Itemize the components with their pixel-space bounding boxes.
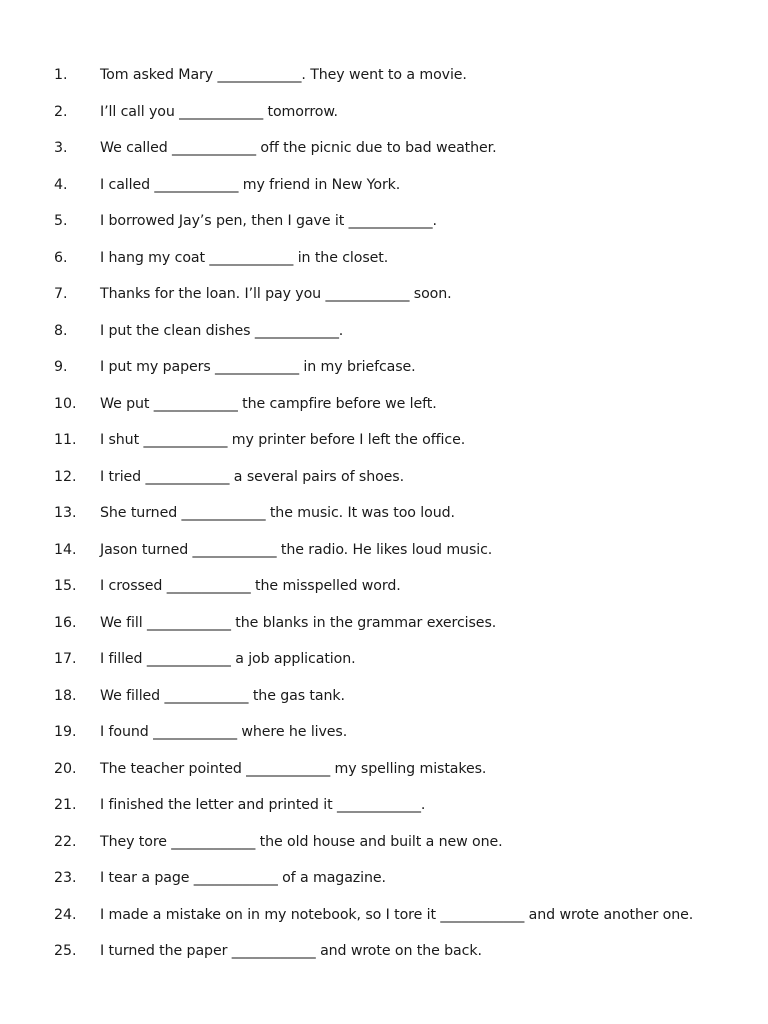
list-item	[0, 714, 768, 751]
item-number: 17.	[54, 651, 77, 667]
item-number: 19.	[54, 724, 77, 740]
item-sentence: Tom asked Mary ____________. They went to a movie.	[100, 67, 467, 83]
item-number: 3.	[54, 140, 68, 156]
list-item	[0, 167, 768, 204]
list-item	[0, 933, 768, 970]
item-sentence: I borrowed Jay’s pen, then I gave it ____________.	[100, 213, 437, 229]
item-sentence: I filled ____________ a job application.	[100, 651, 356, 667]
list-item	[0, 459, 768, 496]
list-item	[0, 386, 768, 423]
item-sentence: I hang my coat ____________ in the closet.	[100, 249, 389, 266]
list-item	[0, 203, 768, 240]
item-number: 11.	[54, 432, 77, 448]
item-sentence: I tear a page ____________ of a magazine.	[100, 870, 386, 886]
list-item	[0, 897, 768, 934]
item-sentence: We put ____________ the campfire before we left.	[100, 395, 437, 412]
item-number: 12.	[54, 468, 77, 485]
item-sentence: I made a mistake on in my notebook, so I tore it ____________ and wrote another one.	[100, 906, 694, 923]
item-sentence: I’ll call you ____________ tomorrow.	[100, 103, 338, 120]
list-item	[0, 240, 768, 277]
item-number: 24.	[54, 906, 77, 923]
item-sentence: The teacher pointed ____________ my spelling mistakes.	[100, 760, 487, 777]
item-number: 22.	[54, 833, 77, 850]
item-sentence: I put my papers ____________ in my briefcase.	[100, 359, 416, 375]
item-number: 5.	[54, 213, 68, 229]
list-item	[0, 605, 768, 642]
item-sentence: We fill ____________ the blanks in the grammar exercises.	[100, 614, 497, 631]
list-item	[0, 751, 768, 788]
item-number: 1.	[54, 67, 68, 83]
item-number: 8.	[54, 322, 68, 339]
item-sentence: We called ____________ off the picnic due to bad weather.	[100, 140, 497, 156]
item-sentence: I turned the paper ____________ and wrote on the back.	[100, 943, 482, 959]
list-item	[0, 678, 768, 715]
item-sentence: I found ____________ where he lives.	[100, 724, 348, 740]
list-item	[0, 313, 768, 350]
item-number: 2.	[54, 103, 68, 120]
item-sentence: She turned ____________ the music. It was too loud.	[100, 505, 455, 521]
item-sentence: I put the clean dishes ____________.	[100, 322, 344, 339]
item-number: 25.	[54, 943, 77, 959]
list-item	[0, 349, 768, 386]
item-sentence: I called ____________ my friend in New York.	[100, 176, 401, 193]
item-number: 7.	[54, 286, 68, 302]
item-sentence: I crossed ____________ the misspelled word.	[100, 578, 401, 594]
item-number: 21.	[54, 797, 77, 813]
item-sentence: Thanks for the loan. I’ll pay you ____________ soon.	[100, 286, 452, 302]
item-sentence: We filled ____________ the gas tank.	[100, 687, 345, 704]
item-number: 10.	[54, 395, 77, 412]
item-sentence: Jason turned ____________ the radio. He likes loud music.	[100, 541, 493, 558]
list-item	[0, 824, 768, 861]
list-item	[0, 422, 768, 459]
list-item	[0, 57, 768, 94]
item-number: 13.	[54, 505, 77, 521]
item-number: 16.	[54, 614, 77, 631]
item-sentence: I shut ____________ my printer before I left the office.	[100, 432, 466, 448]
list-item	[0, 787, 768, 824]
list-item	[0, 860, 768, 897]
worksheet-list	[0, 57, 768, 970]
item-sentence: I finished the letter and printed it ____________.	[100, 797, 426, 813]
item-sentence: They tore ____________ the old house and built a new one.	[100, 833, 503, 850]
list-item	[0, 568, 768, 605]
item-number: 9.	[54, 359, 68, 375]
list-item	[0, 641, 768, 678]
item-sentence: I tried ____________ a several pairs of shoes.	[100, 468, 404, 485]
item-number: 14.	[54, 541, 77, 558]
list-item	[0, 94, 768, 131]
item-number: 23.	[54, 870, 77, 886]
list-item	[0, 130, 768, 167]
item-number: 18.	[54, 687, 77, 704]
item-number: 4.	[54, 176, 68, 193]
item-number: 15.	[54, 578, 77, 594]
item-number: 20.	[54, 760, 77, 777]
list-item	[0, 276, 768, 313]
item-number: 6.	[54, 249, 68, 266]
list-item	[0, 495, 768, 532]
list-item	[0, 532, 768, 569]
